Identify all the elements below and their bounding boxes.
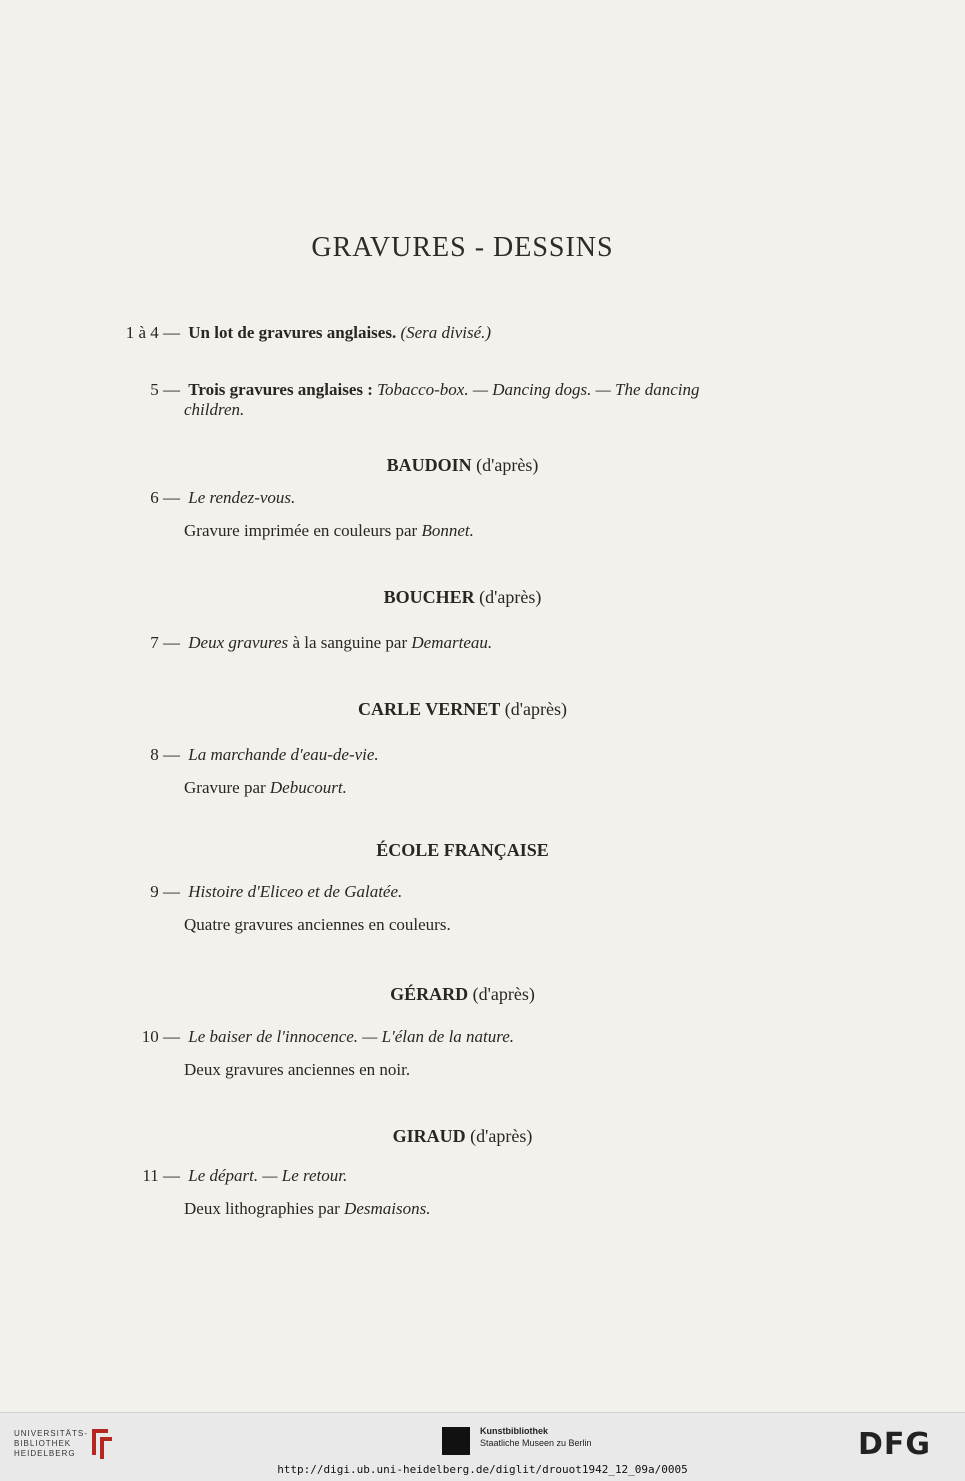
lot-number: 7 — bbox=[150, 633, 180, 652]
lot-title: Deux gravures bbox=[188, 633, 289, 652]
kb-title: Kunstbibliothek bbox=[480, 1426, 548, 1436]
lot-entry-6 bbox=[120, 488, 820, 541]
ub-heidelberg-logo[interactable] bbox=[14, 1429, 88, 1459]
page-title: GRAVURES - DESSINS bbox=[311, 232, 614, 263]
lot-note: (Sera divisé.) bbox=[400, 323, 492, 342]
lot-title: Un lot de gravures anglaises. bbox=[188, 323, 397, 342]
dfg-logo[interactable]: DFG bbox=[858, 1427, 932, 1462]
lot-title: La marchande d'eau-de-vie. bbox=[188, 745, 379, 764]
artist-heading-vernet bbox=[0, 699, 925, 720]
artist-suffix: (d'après) bbox=[470, 1126, 533, 1146]
heading-ecole-francaise bbox=[0, 840, 925, 861]
lot-description bbox=[120, 1199, 820, 1219]
lot-description bbox=[120, 778, 820, 798]
lot-title: Histoire d'Eliceo et de Galatée. bbox=[188, 882, 403, 901]
description-text: Deux lithographies par bbox=[184, 1199, 340, 1218]
lot-entry-10 bbox=[120, 1027, 820, 1080]
lot-works: Tobacco-box. — Dancing dogs. — The dancing bbox=[377, 380, 700, 399]
viewer-footer bbox=[0, 1412, 965, 1481]
lot-entry-11 bbox=[120, 1166, 820, 1219]
lot-text: à la sanguine par bbox=[292, 633, 408, 652]
artist-name: BOUCHER bbox=[383, 587, 475, 607]
engraver-name: Desmaisons. bbox=[344, 1199, 431, 1218]
lot-title: Trois gravures anglaises : bbox=[188, 380, 373, 399]
lot-description: Deux gravures anciennes en noir. bbox=[184, 1060, 411, 1079]
lot-number: 9 — bbox=[150, 882, 180, 901]
lot-title: Le rendez-vous. bbox=[188, 488, 296, 507]
lot-number: 1 à 4 — bbox=[125, 323, 180, 342]
kunstbibliothek-label bbox=[480, 1425, 592, 1449]
lot-title: Le baiser de l'innocence. — L'élan de la nature. bbox=[188, 1027, 515, 1046]
lot-number: 6 — bbox=[150, 488, 180, 507]
description-text: Gravure imprimée en couleurs par bbox=[184, 521, 418, 540]
lot-description bbox=[120, 521, 820, 541]
engraver-name: Bonnet. bbox=[421, 521, 474, 540]
ub-line: UNIVERSITÄTS- bbox=[14, 1429, 88, 1438]
artist-suffix: (d'après) bbox=[476, 455, 539, 475]
artist-suffix: (d'après) bbox=[479, 587, 542, 607]
ub-line: HEIDELBERG bbox=[14, 1449, 76, 1458]
lot-entry-8 bbox=[120, 745, 820, 798]
lot-number: 8 — bbox=[150, 745, 180, 764]
artist-suffix: (d'après) bbox=[504, 699, 567, 719]
lot-title: Le départ. — Le retour. bbox=[188, 1166, 348, 1185]
artist-suffix: (d'après) bbox=[472, 984, 535, 1004]
kunstbibliothek-logo-icon[interactable] bbox=[442, 1427, 470, 1455]
artist-heading-baudoin bbox=[0, 455, 925, 476]
engraver-name: Debucourt. bbox=[269, 778, 347, 797]
lot-number: 11 — bbox=[142, 1166, 180, 1185]
school-name: ÉCOLE FRANÇAISE bbox=[376, 840, 549, 860]
ub-line: BIBLIOTHEK bbox=[14, 1439, 72, 1448]
artist-name: CARLE VERNET bbox=[358, 699, 501, 719]
lot-number: 5 — bbox=[150, 380, 180, 399]
engraver-name: Demarteau. bbox=[411, 633, 493, 652]
lot-number: 10 — bbox=[141, 1027, 180, 1046]
kb-subtitle: Staatliche Museen zu Berlin bbox=[480, 1438, 592, 1448]
lot-entry-1 bbox=[120, 323, 820, 343]
artist-heading-boucher bbox=[0, 587, 925, 608]
artist-name: BAUDOIN bbox=[386, 455, 472, 475]
artist-heading-giraud bbox=[0, 1126, 925, 1147]
lot-works-cont: children. bbox=[184, 400, 245, 419]
lot-entry-7 bbox=[120, 633, 820, 653]
page-url[interactable]: http://digi.ub.uni-heidelberg.de/diglit/drouot1942_12_09a/0005 bbox=[277, 1463, 688, 1476]
artist-name: GIRAUD bbox=[392, 1126, 466, 1146]
lot-description: Quatre gravures anciennes en couleurs. bbox=[184, 915, 451, 934]
ub-emblem-icon bbox=[88, 1425, 114, 1461]
artist-heading-gerard bbox=[0, 984, 925, 1005]
lot-entry-5 bbox=[120, 380, 820, 420]
description-text: Gravure par bbox=[184, 778, 266, 797]
artist-name: GÉRARD bbox=[390, 984, 469, 1004]
lot-entry-9 bbox=[120, 882, 820, 935]
